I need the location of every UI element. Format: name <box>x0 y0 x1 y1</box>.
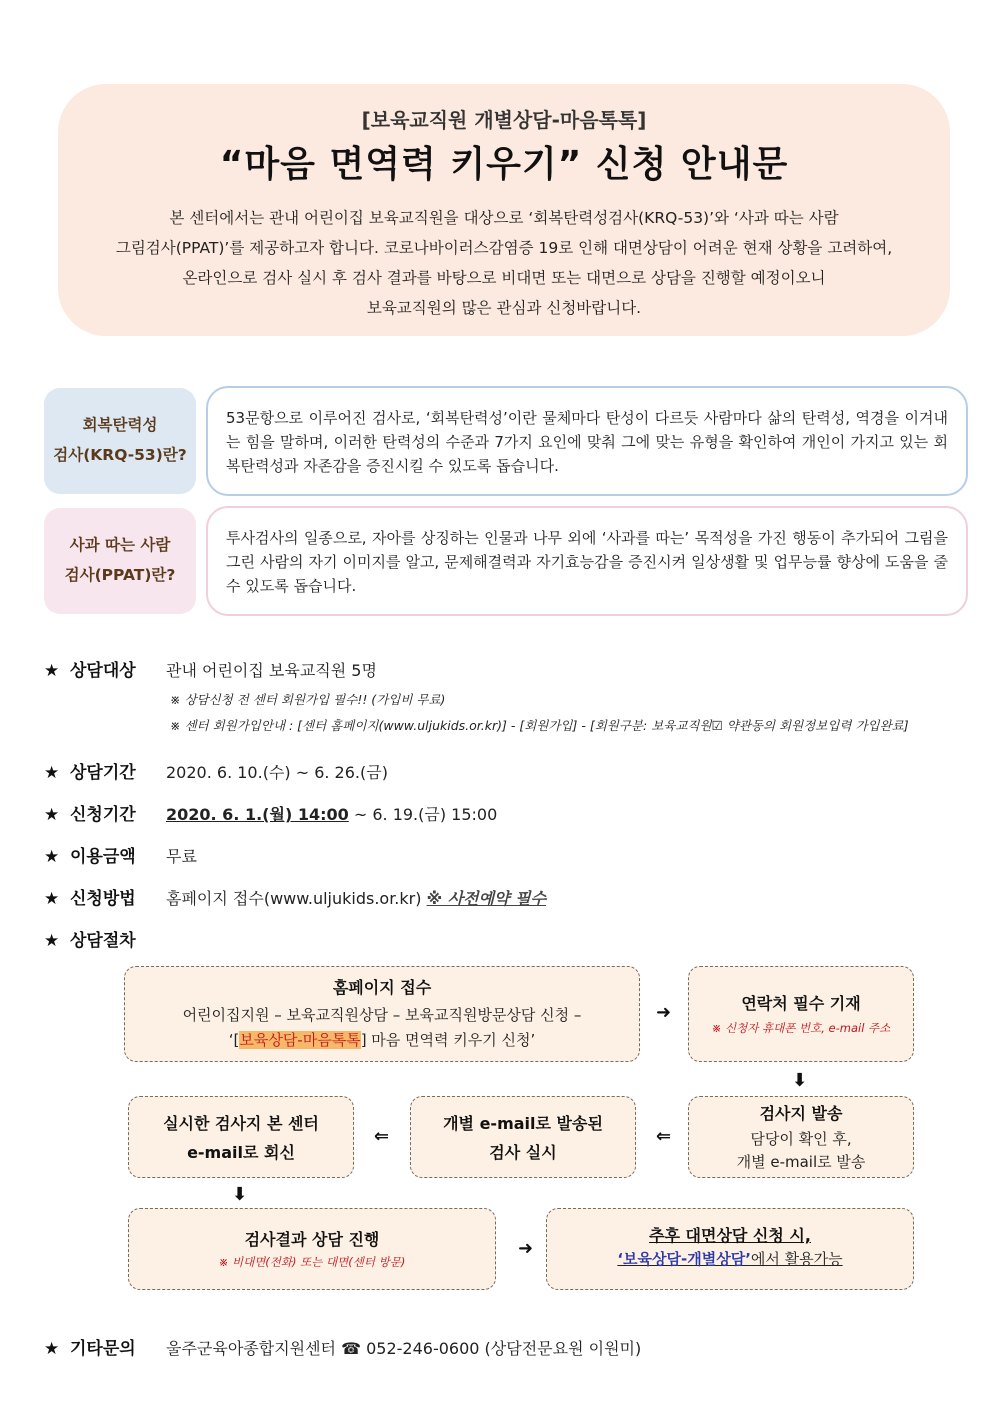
flow-step3-title: 검사지 발송 <box>759 1104 843 1123</box>
flow-step7-highlight: ‘보육상담-개별상담’ <box>617 1250 751 1268</box>
flow-step1-highlight: 보육상담-마음톡톡 <box>239 1031 361 1049</box>
arrow-down-icon: ⬇ <box>232 1184 248 1205</box>
flow-step3-line1: 담당이 확인 후, <box>750 1130 852 1148</box>
flow-step5-line1: 실시한 검사지 본 센터 <box>163 1114 319 1133</box>
flow-step7-line1: 추후 대면상담 신청 시, <box>649 1226 811 1245</box>
flow-step5-line2: e-mail로 회신 <box>187 1143 295 1162</box>
flow-step2-note: ※ 신청자 휴대폰 번호, e-mail 주소 <box>711 1021 891 1035</box>
star-icon: ★ <box>44 931 60 951</box>
page-title: “마음 면역력 키우기” 신청 안내문 <box>219 144 789 185</box>
intro-line-4: 보육교직원의 많은 관심과 신청바랍니다. <box>366 299 642 317</box>
krq-label-line2: 검사(KRQ-53)란? <box>53 446 187 464</box>
arrow-down-icon: ⬇ <box>792 1070 808 1091</box>
flow-step4-line1: 개별 e-mail로 발송된 <box>443 1114 603 1133</box>
flow-step1-line2-post: ] 마음 면역력 키우기 신청’ <box>360 1031 536 1049</box>
fee-value: 무료 <box>166 847 197 866</box>
flow-step3-line2: 개별 e-mail로 발송 <box>736 1153 866 1171</box>
flow-step-take-test <box>410 1096 636 1178</box>
flow-step7-line2-post: 에서 활용가능 <box>750 1250 843 1268</box>
note-signup-required: ※ 상담신청 전 센터 회원가입 필수!! (가입비 무료) <box>170 692 446 707</box>
intro-line-1: 본 센터에서는 관내 어린이집 보육교직원을 대상으로 ‘회복탄력성검사(KRQ-53)’와 ‘사과 따는 사람 <box>169 209 839 227</box>
apply-label: 신청기간 <box>70 805 136 825</box>
apply-start: 2020. 6. 1.(월) 14:00 <box>166 805 349 824</box>
star-icon: ★ <box>44 889 60 909</box>
ppat-description: 투사검사의 일종으로, 자아를 상징하는 인물과 나무 외에 ‘사과를 따는’ 목적성을 가진 행동이 추가되어 그림을 그린 사람의 자기 이미지를 알고, 문제해결력과 자기효능감을 증진시켜 일상생활 및 업무능률 향상에 도움을 줄 수 있도록 돕습니다. <box>206 506 968 616</box>
page-subtitle: [보육교직원 개별상담-마음톡톡] <box>361 108 647 132</box>
krq-description: 53문항으로 이루어진 검사로, ‘회복탄력성’이란 물체마다 탄성이 다르듯 사람마다 삶의 탄력성, 역경을 이겨내는 힘을 말하며, 이러한 탄력성의 수준과 7가지 요인에 맞춰 그에 맞는 유형을 확인하여 개인이 가지고 있는 회복탄력성과 자존감을 증진시킬 수 있도록 돕습니다. <box>206 386 968 496</box>
flow-step1-line1: 어린이집지원 – 보육교직원상담 – 보육교직원방문상담 신청 – <box>182 1006 582 1024</box>
fee-label: 이용금액 <box>70 847 136 867</box>
period-row <box>44 758 388 783</box>
method-note: ※ 사전예약 필수 <box>426 889 546 908</box>
apply-end: ~ 6. 19.(금) 15:00 <box>348 805 498 824</box>
period-label: 상담기간 <box>70 763 136 783</box>
header-box <box>58 84 950 336</box>
flow-step6-note: ※ 비대면(전화) 또는 대면(센터 방문) <box>218 1255 406 1269</box>
star-icon: ★ <box>44 847 60 867</box>
flow-step-contact <box>688 966 914 1062</box>
method-label: 신청방법 <box>70 889 136 909</box>
ppat-label <box>44 508 196 614</box>
flow-step-counseling <box>128 1208 496 1290</box>
process-label: 상담절차 <box>70 931 136 951</box>
contact-row <box>44 1334 641 1359</box>
star-icon: ★ <box>44 805 60 825</box>
target-value: 관내 어린이집 보육교직원 5명 <box>166 661 377 680</box>
flow-step-followup <box>546 1208 914 1290</box>
flow-step1-line2-pre: ‘[ <box>228 1031 240 1049</box>
process-row <box>44 926 166 951</box>
arrow-left-icon: ⇐ <box>656 1126 672 1147</box>
method-row <box>44 884 546 909</box>
intro-line-2: 그림검사(PPAT)’를 제공하고자 합니다. 코로나바이러스감염증 19로 인해 대면상담이 어려운 현재 상황을 고려하여, <box>115 239 893 257</box>
target-row <box>44 656 377 681</box>
flow-step-send-test <box>688 1096 914 1178</box>
flow-step2-title: 연락처 필수 기재 <box>741 994 861 1013</box>
flow-step7-line2 <box>547 1248 913 1269</box>
note-signup-guide: ※ 센터 회원가입안내 : [센터 홈페이지(www.uljukids.or.kr)] - [회원가입] - [회원구분: 보육교직원☑ 약관동의 회원정보입력 가입완료] <box>170 718 909 733</box>
flow-step1-line2 <box>125 1029 639 1050</box>
flow-step1-title: 홈페이지 접수 <box>332 978 432 997</box>
flow-step-homepage <box>124 966 640 1062</box>
krq-label <box>44 388 196 494</box>
method-value: 홈페이지 접수(www.uljukids.or.kr) <box>166 889 427 908</box>
star-icon: ★ <box>44 1339 60 1359</box>
intro-line-3: 온라인으로 검사 실시 후 검사 결과를 바탕으로 비대면 또는 대면으로 상담을 진행할 예정이오니 <box>182 269 826 287</box>
period-value: 2020. 6. 10.(수) ~ 6. 26.(금) <box>166 763 388 782</box>
contact-label: 기타문의 <box>70 1339 136 1359</box>
arrow-right-icon: ➜ <box>518 1238 534 1259</box>
ppat-label-line2: 검사(PPAT)란? <box>64 566 176 584</box>
ppat-label-line1: 사과 따는 사람 <box>69 536 171 554</box>
flow-step-return <box>128 1096 354 1178</box>
flow-step6-title: 검사결과 상담 진행 <box>244 1230 380 1249</box>
flow-step4-line2: 검사 실시 <box>489 1143 557 1162</box>
arrow-left-icon: ⇐ <box>374 1126 390 1147</box>
krq-label-line1: 회복탄력성 <box>82 416 158 434</box>
star-icon: ★ <box>44 763 60 783</box>
apply-row <box>44 800 497 825</box>
contact-value: 울주군육아종합지원센터 ☎ 052-246-0600 (상담전문요원 이원미) <box>166 1339 642 1358</box>
fee-row <box>44 842 197 867</box>
arrow-right-icon: ➜ <box>656 1002 672 1023</box>
target-label: 상담대상 <box>70 661 136 681</box>
star-icon: ★ <box>44 661 60 681</box>
